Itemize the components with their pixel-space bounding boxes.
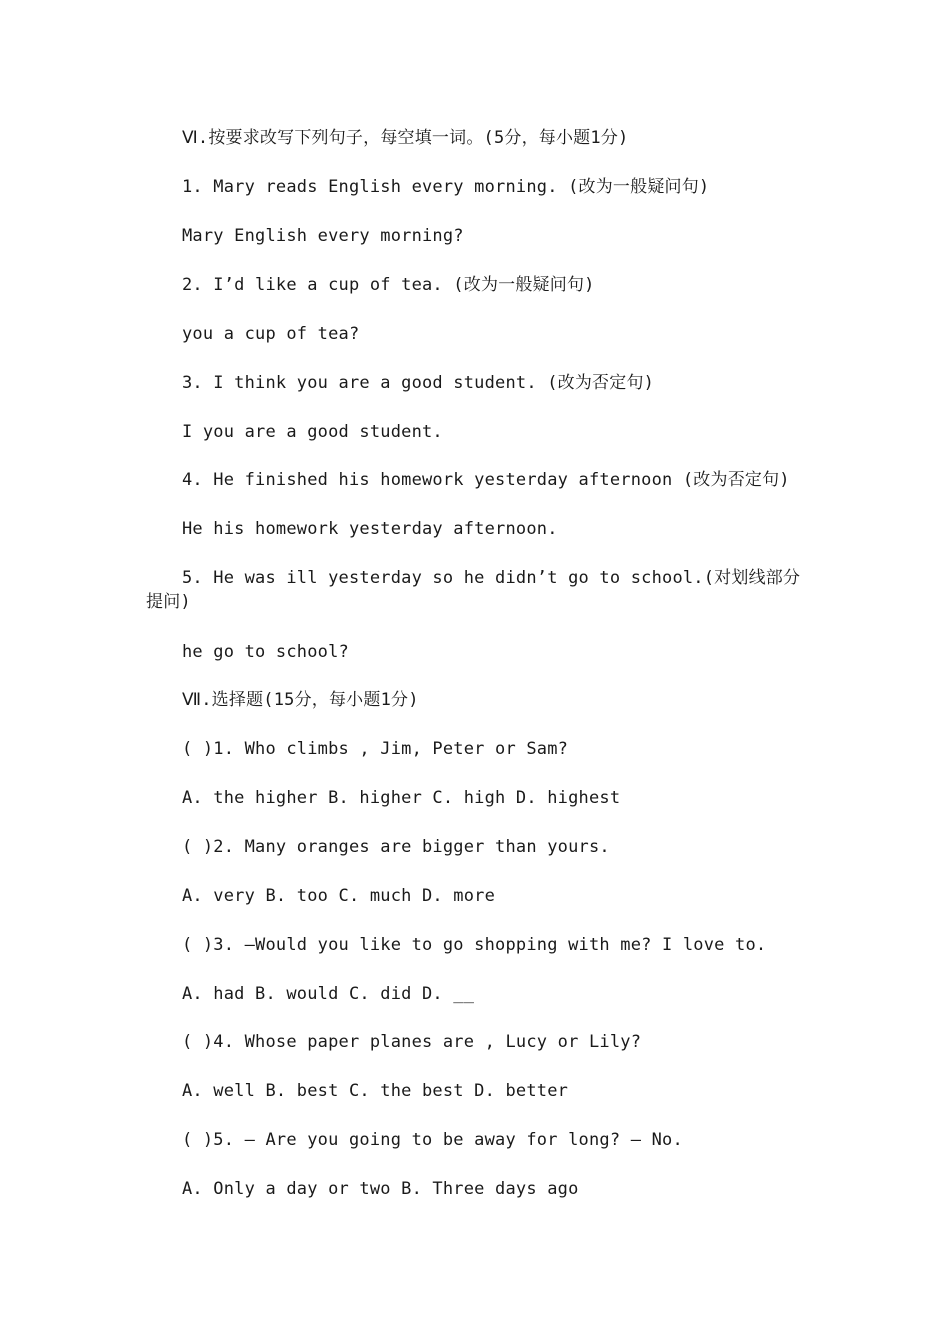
answer-6-3: I you are a good student. [182,422,443,442]
question-6-4: 4. He finished his homework yesterday afternoon (改为否定句) [182,470,790,490]
question-6-3: 3. I think you are a good student. (改为否定句) [182,373,655,393]
options-7-5: A. Only a day or two B. Three days ago [182,1179,579,1199]
answer-6-5: he go to school? [182,642,349,662]
options-7-3: A. had B. would C. did D. __ [182,984,475,1004]
answer-6-2: you a cup of tea? [182,324,360,344]
options-7-1: A. the higher B. higher C. high D. highest [182,788,621,808]
question-7-3: ( )3. —Would you like to go shopping with me? I love to. [182,935,767,955]
question-7-4: ( )4. Whose paper planes are , Lucy or Lily? [182,1032,642,1052]
question-7-5: ( )5. — Are you going to be away for long? — No. [182,1130,683,1150]
options-7-4: A. well B. best C. the best D. better [182,1081,569,1101]
question-6-5: 5. He was ill yesterday so he didn’t go to school.(对划线部分提问) [146,568,801,612]
section-6-heading: Ⅵ.按要求改写下列句子，每空填一词。(5分，每小题1分) [182,128,629,148]
answer-6-1: Mary English every morning? [182,226,464,246]
question-7-2: ( )2. Many oranges are bigger than yours. [182,837,610,857]
question-7-1: ( )1. Who climbs , Jim, Peter or Sam? [182,739,569,759]
options-7-2: A. very B. too C. much D. more [182,886,496,906]
question-6-2: 2. I’d like a cup of tea. (改为一般疑问句) [182,275,595,295]
question-6-1: 1. Mary reads English every morning. (改为一般疑问句) [182,177,710,197]
answer-6-4: He his homework yesterday afternoon. [182,519,558,539]
section-7-heading: Ⅶ.选择题(15分，每小题1分) [182,690,419,710]
